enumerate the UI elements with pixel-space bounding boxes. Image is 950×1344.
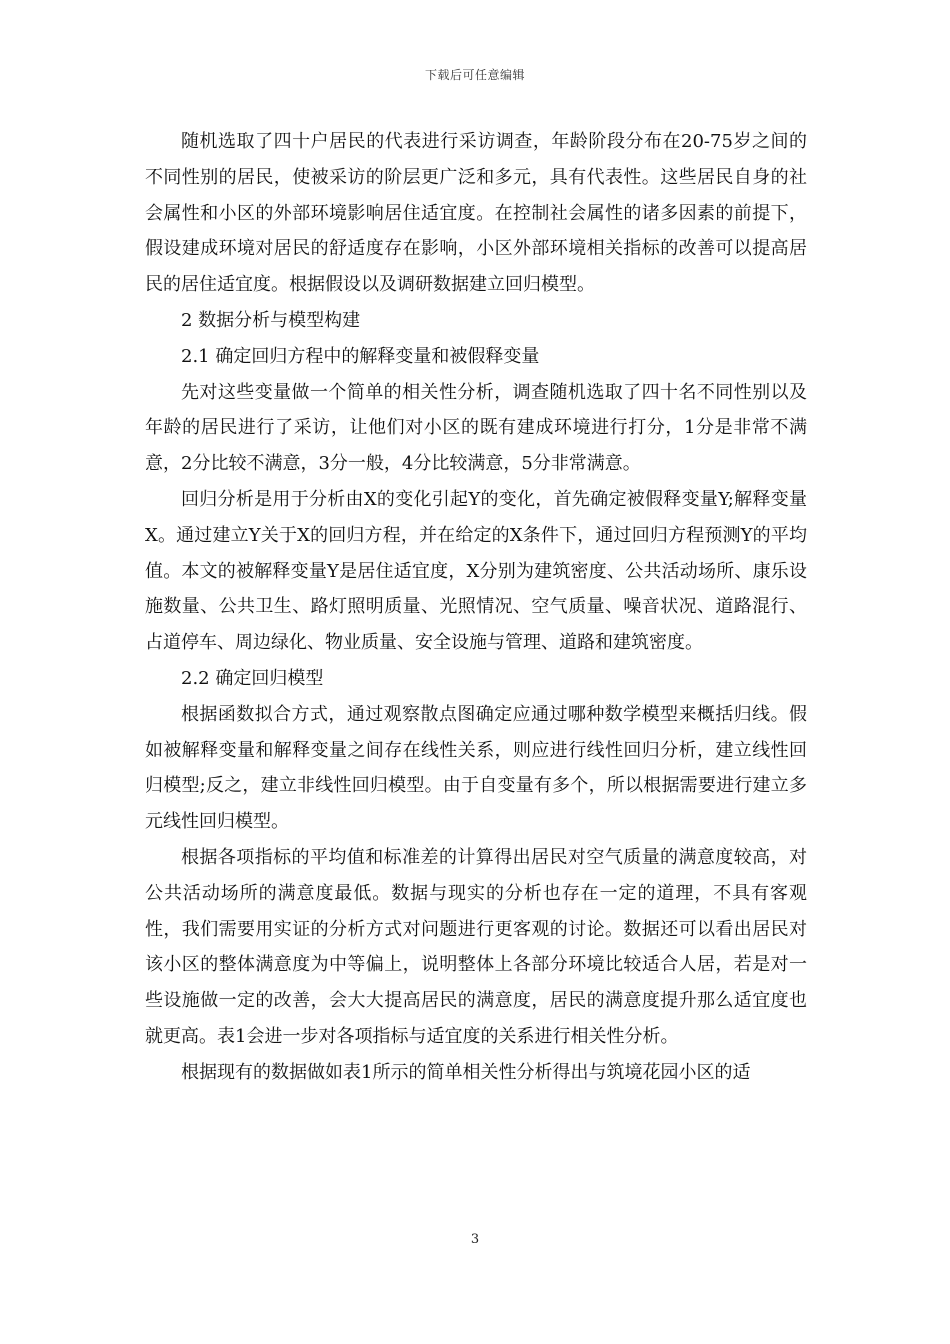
section-heading: 2 数据分析与模型构建 <box>181 309 361 331</box>
paragraph-regression-model: 根据函数拟合方式，通过观察散点图确定应通过哪种数学模型来概括归线。假如被解释变量和解释变量之间存在线性关系，则应进行线性回归分析，建立线性回归模型;反之，建立非线性回归模型。由于自变量有多个，所以根据需要进行建立多元线性回归模型。 <box>145 703 807 833</box>
paragraph-survey: 随机选取了四十户居民的代表进行采访调查，年龄阶段分布在20-75岁之间的不同性别的居民，使被采访的阶层更广泛和多元，具有代表性。这些居民自身的社会属性和小区的外部环境影响居住适宜度。在控制社会属性的诸多因素的前提下，假设建成环境对居民的舒适度存在影响，小区外部环境相关指标的改善可以提高居民的居住适宜度。根据假设以及调研数据建立回归模型。 <box>145 131 807 296</box>
paragraph-correlation: 先对这些变量做一个简单的相关性分析，调查随机选取了四十名不同性别以及年龄的居民进行了采访，让他们对小区的既有建成环境进行打分，1分是非常不满意，2分比较不满意，3分一般，4分比较满意，5分非常满意。 <box>145 381 807 475</box>
paragraph-table-intro: 根据现有的数据做如表1所示的简单相关性分析得出与筑境花园小区的适 <box>181 1061 751 1083</box>
document-body <box>145 124 807 1091</box>
page-number: 3 <box>470 1232 480 1247</box>
subsection-heading-2-2: 2.2 确定回归模型 <box>181 667 324 689</box>
page-header: 下载后可任意编辑 <box>424 68 525 82</box>
paragraph-satisfaction: 根据各项指标的平均值和标准差的计算得出居民对空气质量的满意度较高，对公共活动场所的满意度最低。数据与现实的分析也存在一定的道理，不具有客观性，我们需要用实证的分析方式对问题进行更客观的讨论。数据还可以看出居民对该小区的整体满意度为中等偏上，说明整体上各部分环境比较适合人居，若是对一些设施做一定的改善，会大大提高居民的满意度，居民的满意度提升那么适宜度也就更高。表1会进一步对各项指标与适宜度的关系进行相关性分析。 <box>145 846 807 1047</box>
subsection-heading-2-1: 2.1 确定回归方程中的解释变量和被假释变量 <box>181 345 540 367</box>
paragraph-regression-variables: 回归分析是用于分析由X的变化引起Y的变化，首先确定被假释变量Y;解释变量X。通过建立Y关于X的回归方程，并在给定的X条件下，通过回归方程预测Y的平均值。本文的被解释变量Y是居住适宜度，X分别为建筑密度、公共活动场所、康乐设施数量、公共卫生、路灯照明质量、光照情况、空气质量、噪音状况、道路混行、占道停车、周边绿化、物业质量、安全设施与管理、道路和建筑密度。 <box>145 488 807 654</box>
